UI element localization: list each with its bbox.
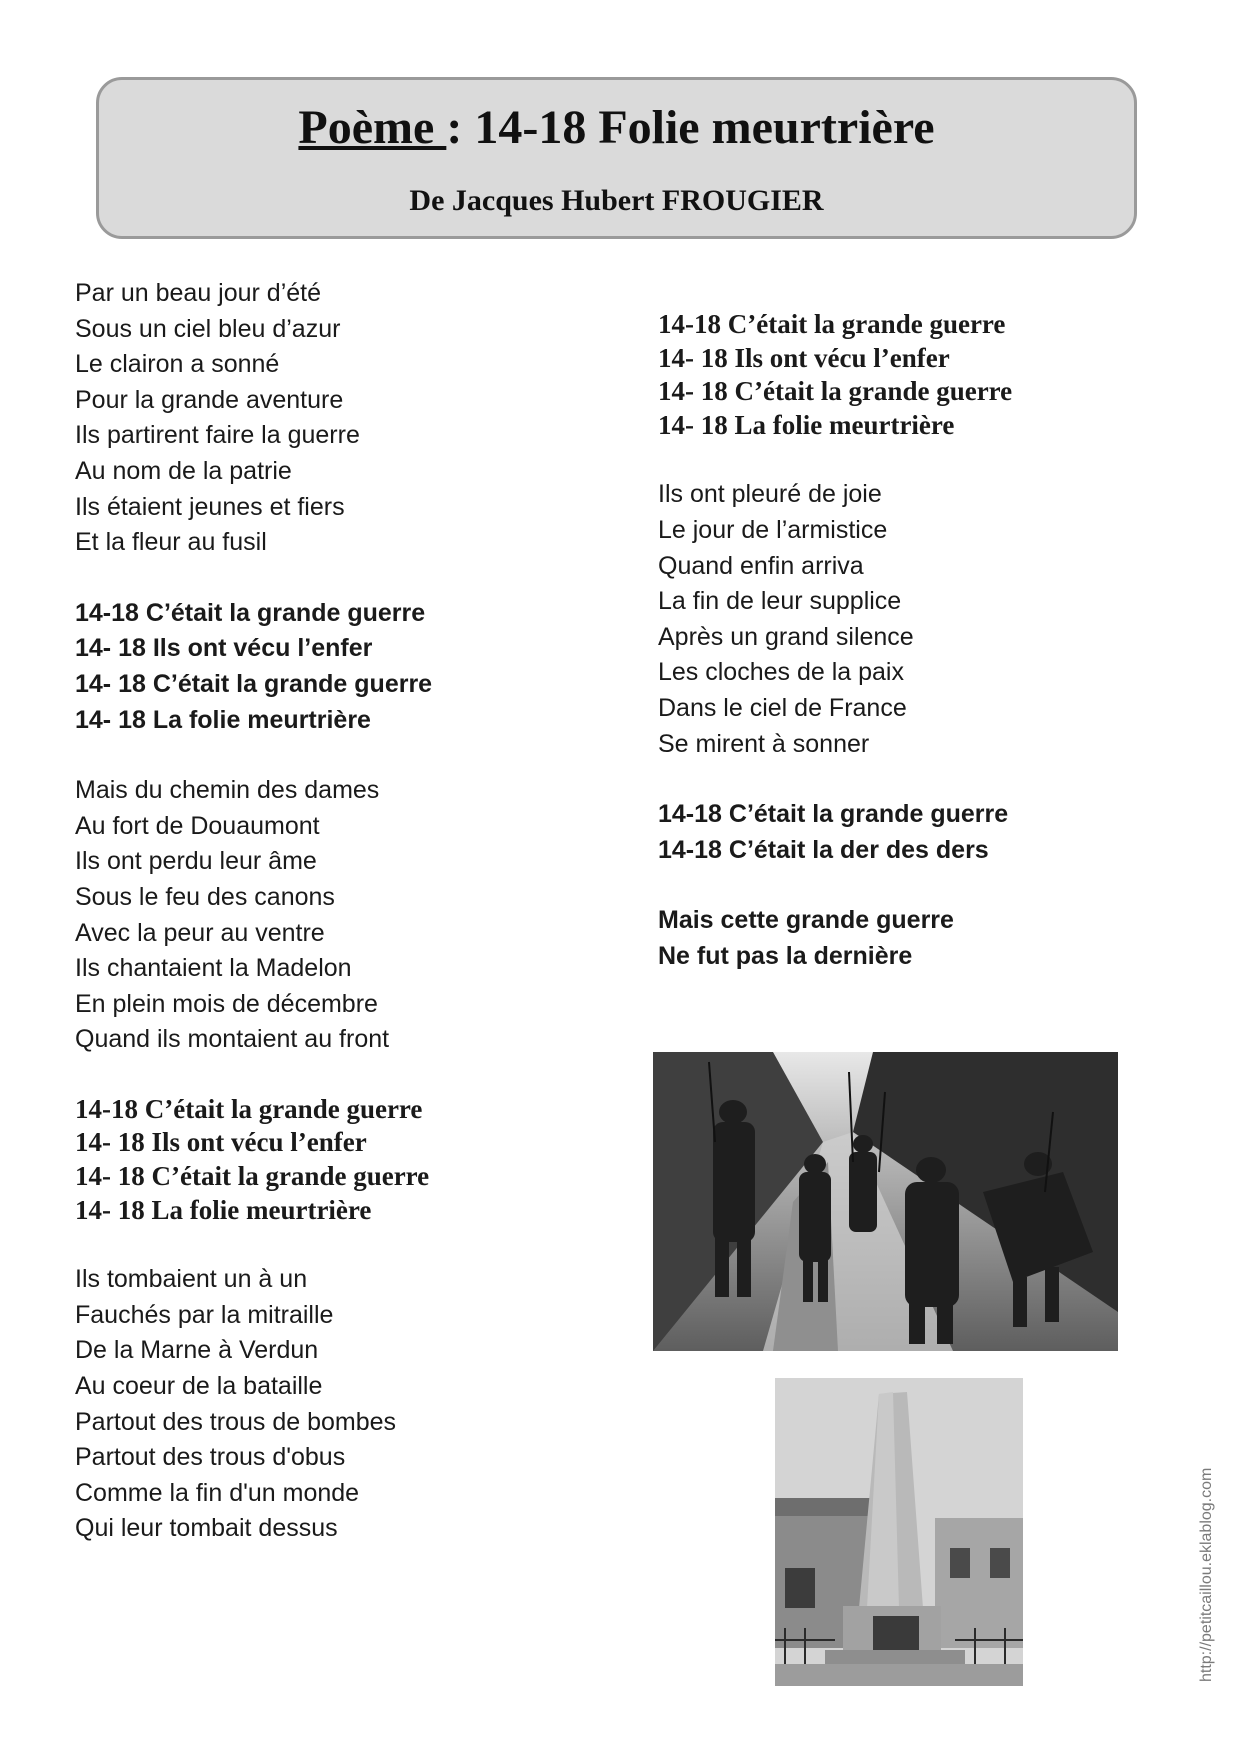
verse-line: Ils ont perdu leur âme	[75, 847, 317, 876]
verse-line: De la Marne à Verdun	[75, 1336, 319, 1365]
soldiers-photo	[653, 1052, 1118, 1351]
verse-line: Ils étaient jeunes et fiers	[75, 492, 345, 521]
chorus-line: 14-18 C’était la der des ders	[658, 835, 989, 864]
verse-line: Au coeur de la bataille	[75, 1372, 323, 1401]
stanza-4	[658, 477, 1178, 762]
verse-line: Partout des trous de bombes	[75, 1407, 397, 1436]
chorus-line: 14- 18 La folie meurtrière	[75, 1194, 372, 1225]
stanza-2	[75, 773, 635, 1058]
war-memorial-photo	[775, 1378, 1023, 1686]
stanza-3	[75, 1262, 635, 1547]
verse-line: En plein mois de décembre	[75, 989, 378, 1018]
left-column	[75, 276, 635, 1582]
ending-line: Mais cette grande guerre	[658, 906, 954, 935]
verse-line: Ils chantaient la Madelon	[75, 954, 352, 983]
chorus-line: 14-18 C’était la grande guerre	[658, 309, 1006, 339]
chorus-line: 14- 18 Ils ont vécu l’enfer	[75, 1127, 367, 1158]
verse-line: Après un grand silence	[658, 622, 914, 651]
final-chorus	[658, 797, 1178, 868]
chorus-1	[75, 596, 635, 738]
ending-stanza	[658, 903, 1178, 974]
chorus-line: 14- 18 C’était la grande guerre	[75, 1161, 430, 1192]
chorus-line: 14-18 C’était la grande guerre	[75, 1093, 423, 1124]
source-watermark: http://petitcaillou.eklablog.com	[1198, 1467, 1215, 1682]
verse-line: Ils tombaient un à un	[75, 1265, 308, 1294]
title-main: : 14-18 Folie meurtrière	[446, 101, 935, 154]
verse-line: Partout des trous d'obus	[75, 1443, 346, 1472]
title-prefix: Poème	[298, 101, 447, 154]
verse-line: Par un beau jour d’été	[75, 279, 322, 307]
verse-line: Le clairon a sonné	[75, 350, 280, 379]
soldiers-photo-image	[653, 1052, 1118, 1351]
verse-line: Le jour de l’armistice	[658, 515, 888, 544]
verse-line: Au fort de Douaumont	[75, 811, 320, 840]
chorus-line: 14-18 C’était la grande guerre	[658, 800, 1009, 829]
verse-line: Comme la fin d'un monde	[75, 1478, 360, 1507]
chorus-3	[658, 308, 1178, 442]
chorus-line: 14- 18 La folie meurtrière	[75, 705, 371, 734]
verse-line: Quand enfin arriva	[658, 551, 864, 580]
verse-line: Mais du chemin des dames	[75, 776, 380, 805]
chorus-line: 14- 18 Ils ont vécu l’enfer	[658, 342, 950, 373]
verse-line: La fin de leur supplice	[658, 587, 902, 616]
right-column	[658, 308, 1178, 1010]
poem-title	[99, 100, 1134, 155]
stanza-1	[75, 276, 635, 561]
chorus-line: 14- 18 La folie meurtrière	[658, 409, 955, 440]
verse-line: Avec la peur au ventre	[75, 918, 325, 947]
verse-line: Pour la grande aventure	[75, 385, 344, 414]
verse-line: Se mirent à sonner	[658, 729, 870, 758]
verse-line: Sous un ciel bleu d’azur	[75, 314, 341, 343]
chorus-line: 14- 18 C’était la grande guerre	[658, 376, 1013, 407]
chorus-line: 14- 18 Ils ont vécu l’enfer	[75, 634, 373, 663]
verse-line: Dans le ciel de France	[658, 693, 907, 722]
verse-line: Fauchés par la mitraille	[75, 1300, 334, 1329]
chorus-2	[75, 1093, 635, 1227]
verse-line: Ils partirent faire la guerre	[75, 421, 360, 450]
verse-line: Qui leur tombait dessus	[75, 1514, 338, 1543]
war-memorial-photo-image	[775, 1378, 1023, 1686]
verse-line: Sous le feu des canons	[75, 882, 335, 911]
verse-line: Ils ont pleuré de joie	[658, 480, 882, 509]
verse-line: Au nom de la patrie	[75, 456, 292, 485]
author-line: De Jacques Hubert FROUGIER	[409, 184, 824, 217]
verse-line: Et la fleur au fusil	[75, 528, 267, 557]
ending-line: Ne fut pas la dernière	[658, 941, 913, 970]
chorus-line: 14- 18 C’était la grande guerre	[75, 669, 433, 698]
title-box	[96, 77, 1137, 239]
chorus-line: 14-18 C’était la grande guerre	[75, 598, 426, 627]
verse-line: Les cloches de la paix	[658, 658, 904, 687]
verse-line: Quand ils montaient au front	[75, 1025, 390, 1054]
